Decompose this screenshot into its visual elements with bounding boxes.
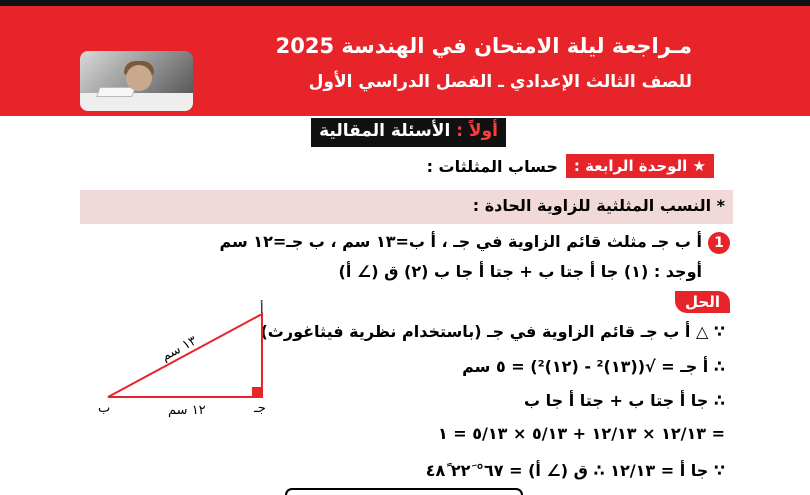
solution-label: الحل [675, 291, 730, 313]
topic-title: * النسب المثلثية للزاوية الحادة : [472, 196, 725, 215]
vertex-b: ب [98, 401, 111, 416]
header-title: مـراجعة ليلة الامتحان في الهندسة 2025 [275, 34, 692, 58]
triangle-shape [108, 314, 262, 397]
vertex-a: أ [260, 302, 264, 317]
student-photo [80, 51, 193, 111]
question-statement: أ ب جـ مثلث قائم الزاوية في جـ ، أ ب=١٣ سم ، ب جـ=١٢ سم [219, 232, 702, 251]
question-find: أوجد : (١) جا أ جتا ب + جتا أ جا ب (٢) ق (∠ أ) [338, 262, 702, 281]
section-name: الأسئلة المقالية [319, 121, 451, 141]
section-title [311, 118, 506, 147]
solution-line-5: ∵ جا أ = ١٢/١٣ ∴ ق (∠ أ) = ٦٧° ٢٢َ ٤٨ً [425, 461, 725, 480]
solution-line-2: ∴ أ جـ = √((١٣)² - (١٢)²) = ٥ سم [462, 357, 725, 376]
question-number: 1 [708, 232, 730, 254]
header-subtitle: للصف الثالث الإعدادي ـ الفصل الدراسي الأول [308, 72, 692, 92]
solution-line-3: ∴ جا أ جتا ب + جتا أ جا ب [523, 391, 725, 410]
base-label: ١٢ سم [168, 403, 206, 418]
section-prefix: أولاً : [456, 121, 498, 141]
vertex-c: جـ [254, 401, 266, 416]
page-header [0, 6, 810, 116]
right-angle-mark [252, 387, 262, 397]
solution-line-4: = ١٢/١٣ × ١٢/١٣ + ٥/١٣ × ٥/١٣ = ١ [437, 424, 725, 443]
unit-badge: ★ الوحدة الرابعة : [566, 154, 714, 178]
next-box-edge [285, 488, 523, 495]
unit-text: حساب المثلثات : [426, 156, 558, 176]
topic-band [80, 190, 733, 224]
solution-line-1: ∵ △ أ ب جـ قائم الزاوية في جـ (باستخدام نظرية فيثاغورث) [260, 322, 725, 341]
right-triangle-diagram [90, 300, 290, 420]
hypotenuse-label: ١٣ سم [159, 333, 200, 365]
unit-row [427, 152, 714, 180]
